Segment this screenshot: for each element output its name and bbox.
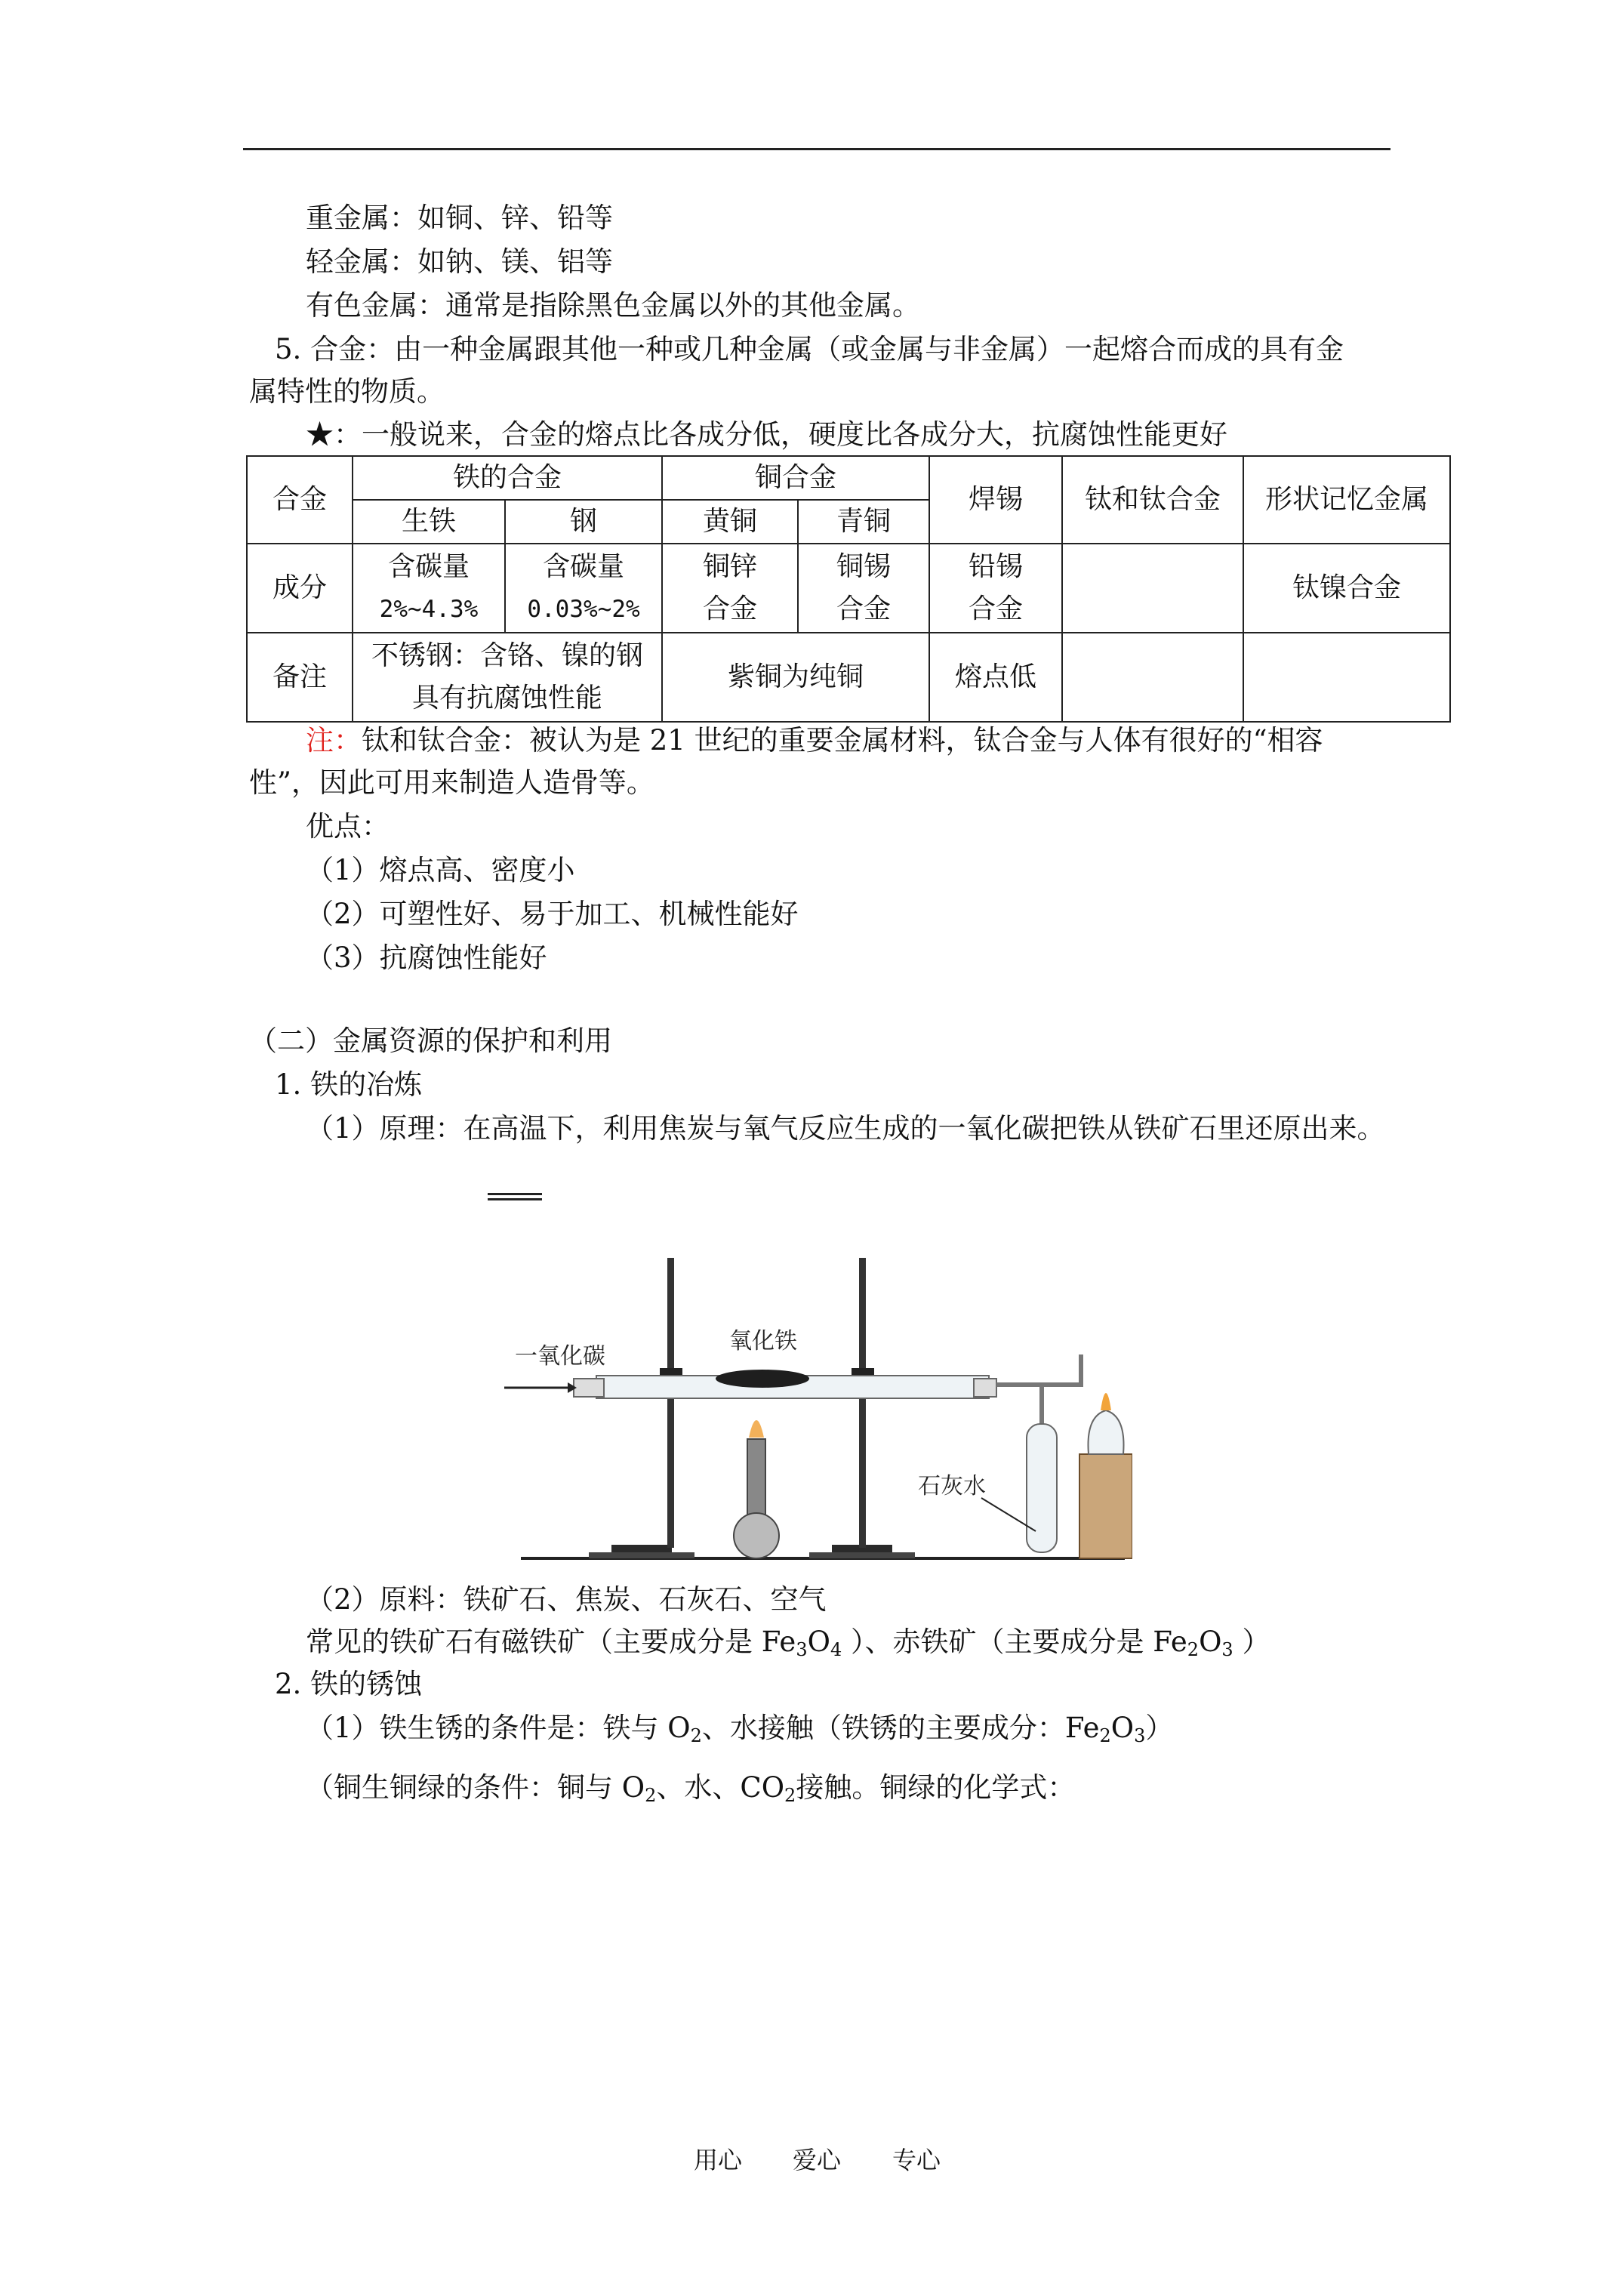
cell-brass-composition: 铜锌 合金 — [662, 544, 798, 633]
table-header-brass: 黄铜 — [662, 500, 798, 544]
cell-iron-remarks: 不锈钢：含铬、镍的钢 具有抗腐蚀性能 — [353, 633, 662, 722]
label-iron-oxide: 氧化铁 — [729, 1329, 797, 1354]
principle-line: （1）原理：在高温下，利用焦炭与氧气反应生成的一氧化碳把铁从铁矿石里还原出来。 — [306, 1112, 1385, 1145]
cell-titanium-composition — [1062, 544, 1243, 633]
alloy-definition-1: 5. 合金：由一种金属跟其他一种或几种金属（或金属与非金属）一起熔合而成的具有金 — [275, 333, 1344, 365]
iron-smelting-apparatus-diagram — [498, 1235, 1132, 1567]
label-limewater: 石灰水 — [918, 1474, 986, 1499]
table-row — [247, 633, 1450, 722]
label-carbon-monoxide: 一氧化碳 — [515, 1344, 605, 1369]
advantage-2: （2）可塑性好、易于加工、机械性能好 — [306, 898, 799, 930]
table-header-pig-iron: 生铁 — [353, 500, 505, 544]
note-line-1: 注：钛和钛合金：被认为是 21 世纪的重要金属材料，钛合金与人体有很好的“相容 — [306, 724, 1323, 757]
cell-titanium-remarks — [1062, 633, 1243, 722]
alloy-table — [246, 455, 1451, 723]
note-label: 注： — [306, 724, 362, 757]
note-line-2: 性”，因此可用来制造人造骨等。 — [249, 766, 654, 799]
table-header-bronze: 青铜 — [798, 500, 929, 544]
table-header-titanium: 钛和钛合金 — [1062, 456, 1243, 544]
line-nonferrous: 有色金属：通常是指除黑色金属以外的其他金属。 — [306, 289, 920, 322]
materials-line: （2）原料：铁矿石、焦炭、石灰石、空气 — [306, 1583, 827, 1616]
table-header-shape-memory: 形状记忆金属 — [1243, 456, 1450, 544]
line-heavy-metal: 重金属：如铜、锌、铅等 — [306, 202, 613, 234]
footer-word-2: 爱心 — [793, 2146, 842, 2174]
star-note: ★：一般说来，合金的熔点比各成分低，硬度比各成分大，抗腐蚀性能更好 — [306, 418, 1227, 451]
cell-solder-composition: 铅锡 合金 — [929, 544, 1062, 633]
item-iron-smelting: 1. 铁的冶炼 — [275, 1068, 423, 1101]
table-header-steel: 钢 — [505, 500, 662, 544]
rust-condition-line: （1）铁生锈的条件是：铁与 $O_2$、水接触（铁锈的主要成分：$Fe_2O_3$） — [306, 1712, 1174, 1746]
header-rule — [243, 148, 1390, 150]
section-title: （二）金属资源的保护和利用 — [249, 1025, 612, 1057]
advantage-3: （3）抗腐蚀性能好 — [306, 942, 547, 974]
iron-ores-line: 常见的铁矿石有磁铁矿（主要成分是 $Fe_3O_4$ ）、赤铁矿（主要成分是 $Fe_2O_3$ ） — [306, 1626, 1270, 1660]
table-header-solder: 焊锡 — [929, 456, 1062, 544]
row-label-remarks: 备注 — [247, 633, 353, 722]
item-iron-rusting: 2. 铁的锈蚀 — [275, 1668, 423, 1700]
table-header-copper-alloy: 铜合金 — [662, 456, 929, 500]
alloy-definition-2: 属特性的物质。 — [249, 375, 445, 408]
table-row — [247, 544, 1450, 633]
cell-bronze-composition: 铜锡 合金 — [798, 544, 929, 633]
table-header-iron-alloy: 铁的合金 — [353, 456, 662, 500]
cell-shape-memory-composition: 钛镍合金 — [1243, 544, 1450, 633]
row-label-composition: 成分 — [247, 544, 353, 633]
cell-steel-composition: 含碳量 0.03%~2% — [505, 544, 662, 633]
table-header-alloy: 合金 — [247, 456, 353, 544]
cell-shape-memory-remarks — [1243, 633, 1450, 722]
line-light-metal: 轻金属：如钠、镁、铝等 — [306, 245, 613, 278]
footer-word-1: 用心 — [694, 2146, 743, 2174]
cell-solder-remarks: 熔点低 — [929, 633, 1062, 722]
cell-copper-remarks: 紫铜为纯铜 — [662, 633, 929, 722]
footer-word-3: 专心 — [892, 2146, 941, 2174]
equation-bar — [488, 1193, 542, 1200]
advantage-1: （1）熔点高、密度小 — [306, 854, 575, 886]
cell-pig-iron-composition: 含碳量 2%~4.3% — [353, 544, 505, 633]
copper-patina-line: （铜生铜绿的条件：铜与 $O_2$、水、$CO_2$接触。铜绿的化学式： — [306, 1771, 1076, 1806]
advantages-title: 优点： — [306, 810, 390, 843]
